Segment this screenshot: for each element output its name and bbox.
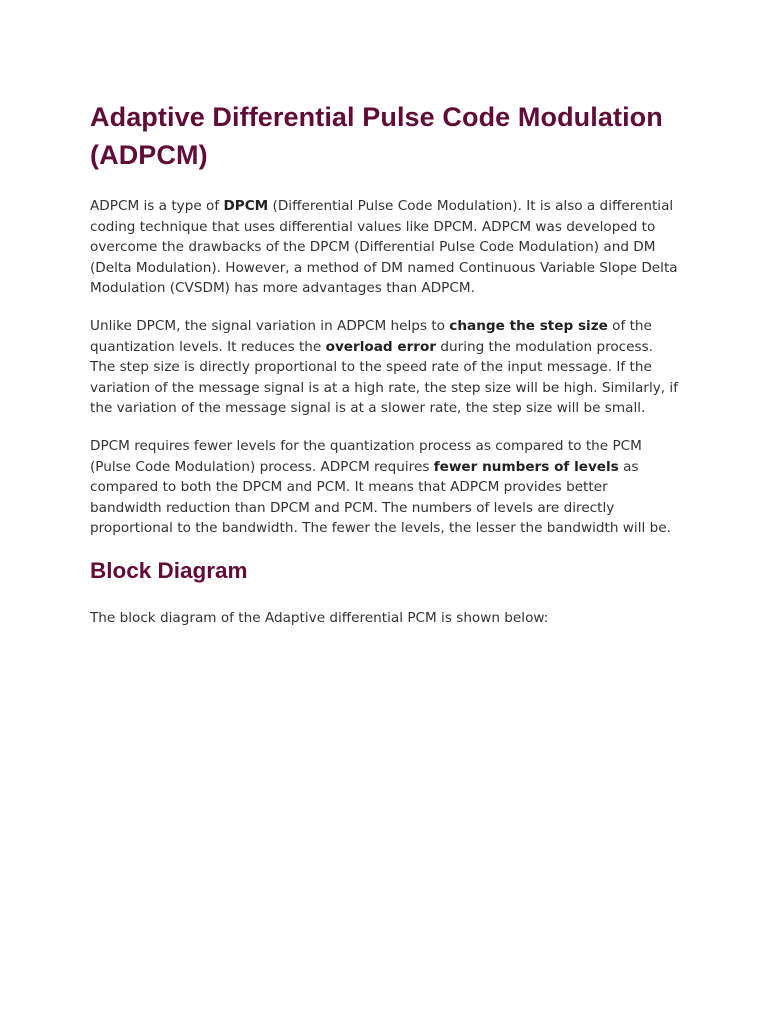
levels-paragraph bbox=[90, 436, 682, 539]
p2-bold-overload-error: overload error bbox=[325, 338, 437, 355]
p2-bold-change-step-size: change the step size bbox=[449, 317, 608, 334]
p3-bold-fewer-levels: fewer numbers of levels bbox=[433, 458, 619, 475]
p2-text-2: of the quantization levels. It reduces the bbox=[90, 317, 652, 355]
p1-bold-dpcm: DPCM bbox=[223, 198, 269, 214]
block-diagram-intro: The block diagram of the Adaptive differential PCM is shown below: bbox=[90, 609, 549, 626]
p1-text-2: (Differential Pulse Code Modulation). It is also a differential coding technique that uses differential values like DPCM. ADPCM was developed to overcome the drawbacks of the DPCM (Differential Pulse Code Modulation) and DM (Delta Modulation). However, a method of DM named Continuous Variable Slope Delta Modulation (CVSDM) has more advantages than ADPCM. bbox=[90, 198, 678, 297]
step-size-paragraph bbox=[90, 316, 682, 419]
p3-text-2: as compared to both the DPCM and PCM. It means that ADPCM provides better bandwidth reduction than DPCM and PCM. The numbers of levels are directly proportional to the bandwidth. The fewer the levels, the lesser the bandwidth will be. bbox=[90, 458, 671, 537]
p2-text-3: during the modulation process. The step size is directly proportional to the speed rate of the input message. If the variation of the message signal is at a high rate, the step size will be high. Similarly, if the variation of the message signal is at a slower rate, the step size will be small. bbox=[90, 338, 678, 417]
intro-paragraph bbox=[90, 196, 682, 299]
page-title: Adaptive Differential Pulse Code Modulation (ADPCM) bbox=[90, 102, 663, 170]
section-heading-block-diagram: Block Diagram bbox=[90, 557, 248, 583]
article bbox=[90, 98, 682, 646]
p2-text-1: Unlike DPCM, the signal variation in ADPCM helps to bbox=[90, 317, 450, 334]
p3-text-1: DPCM requires fewer levels for the quantization process as compared to the PCM (Pulse Code Modulation) process. ADPCM requires bbox=[90, 437, 642, 475]
p1-text-1: ADPCM is a type of bbox=[90, 198, 224, 214]
